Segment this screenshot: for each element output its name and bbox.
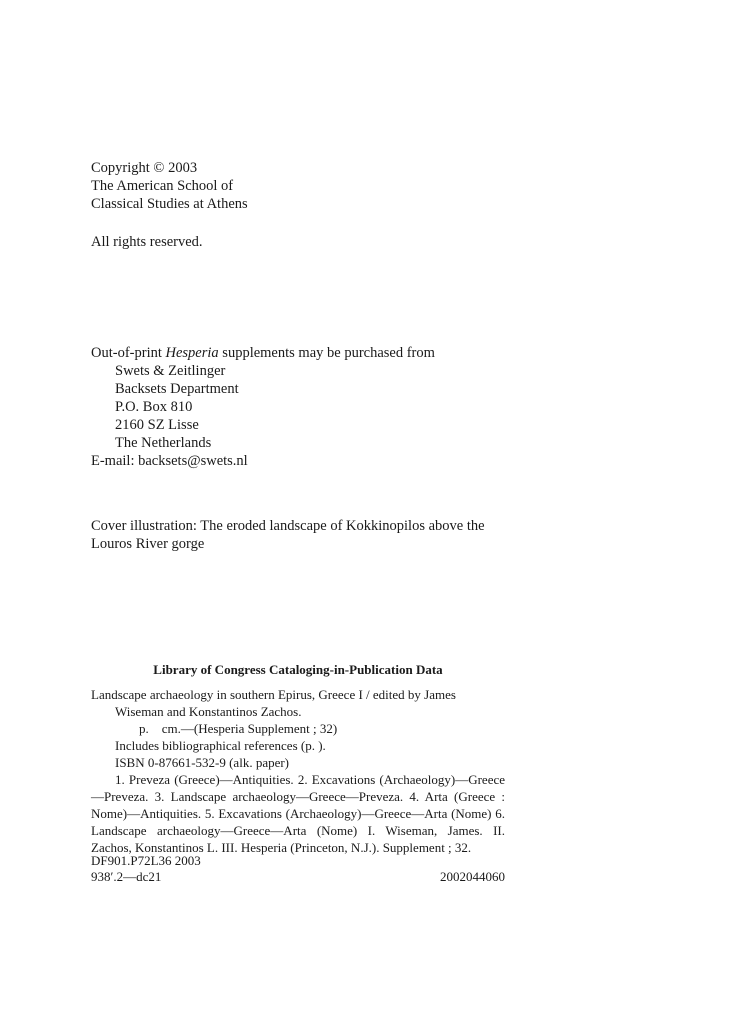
address-line: Backsets Department (115, 381, 239, 397)
cip-line: Landscape archaeology in southern Epirus, Greece I / edited by James (91, 687, 456, 702)
rights-reserved: All rights reserved. (91, 234, 203, 250)
address-line: 2160 SZ Lisse (115, 417, 199, 433)
cip-line: Includes bibliographical references (p. ). (115, 738, 326, 753)
purchase-block (91, 344, 435, 470)
address-line: P.O. Box 810 (115, 399, 193, 415)
address-line: Swets & Zeitlinger (115, 363, 226, 379)
lccn-number: 2002044060 (440, 869, 505, 884)
cover-illustration-caption: Cover illustration: The eroded landscape of Kokkinopilos above the Louros River gorge (91, 518, 485, 552)
cip-line: Wiseman and Konstantinos Zachos. (115, 704, 302, 719)
copyright-block (91, 159, 248, 213)
journal-name: Hesperia (165, 345, 219, 361)
call-number-block (91, 853, 505, 885)
publisher-line-2: Classical Studies at Athens (91, 196, 248, 212)
lc-call-number: DF901.P72L36 2003 (91, 853, 201, 868)
cip-subjects: 1. Preveza (Greece)—Antiquities. 2. Excavations (Archaeology)—Greece—Preveza. 3. Landscape archaeology—Greece—Preveza. 4. Arta (Greece : Nome)—Antiquities. 5. Excavations (Archaeology)—Greece—Arta (Nome) 6. Landscape archaeology—Greece—Arta (Nome) I. Wiseman, James. II. Zachos, Konstantinos L. III. Hesperia (Princeton, N.J.). Supplement ; 32. (91, 772, 505, 855)
email-line: E-mail: backsets@swets.nl (91, 453, 248, 469)
cip-line: p. cm.—(Hesperia Supplement ; 32) (139, 721, 338, 736)
copyright-line: Copyright © 2003 (91, 160, 198, 176)
cip-title: Library of Congress Cataloging-in-Publication Data (153, 662, 443, 677)
cip-data-block (91, 686, 505, 856)
dewey-row (91, 869, 505, 885)
purchase-prefix: Out-of-print (91, 345, 166, 361)
purchase-intro (91, 344, 435, 362)
purchase-suffix: supplements may be purchased from (218, 345, 435, 361)
publisher-line: The American School of (91, 178, 234, 194)
address-line: The Netherlands (115, 435, 212, 451)
dewey-number: 938′.2—dc21 (91, 869, 162, 884)
cip-line: ISBN 0-87661-532-9 (alk. paper) (115, 755, 290, 770)
